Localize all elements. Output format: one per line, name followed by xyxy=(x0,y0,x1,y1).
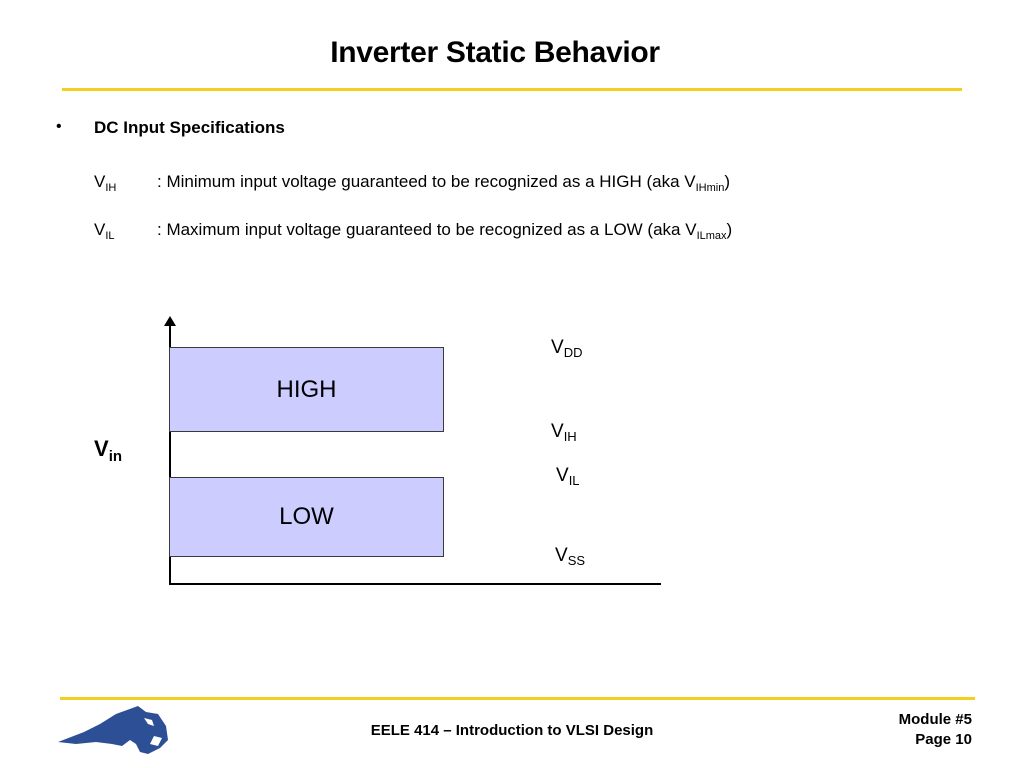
level-label-vss: $V_{SS}$ xyxy=(555,545,586,568)
definition-text-vil: : Maximum input voltage guaranteed to be recognized as a LOW (aka $V_{ILmax}$) xyxy=(157,220,733,242)
high-region xyxy=(169,347,444,432)
slide-title: Inverter Static Behavior xyxy=(330,36,660,69)
footer-divider xyxy=(60,697,975,700)
definition-text-vih: : Minimum input voltage guaranteed to be recognized as a HIGH (aka $V_{IHmin}$) xyxy=(157,172,731,194)
level-label-vil: $V_{IL}$ xyxy=(556,465,580,488)
level-label-vdd: $V_{DD}$ xyxy=(551,337,583,360)
footer-course-title: EELE 414 – Introduction to VLSI Design xyxy=(370,722,654,739)
vin-axis-label: $V_{in}$ xyxy=(94,436,123,465)
level-label-vih: $V_{IH}$ xyxy=(551,421,577,444)
bullet-heading: DC Input Specifications xyxy=(94,118,285,137)
bullet-marker: • xyxy=(56,118,62,135)
definition-symbol-vih: $V_{IH}$ xyxy=(94,172,117,194)
footer-page-number: Page 10 xyxy=(915,731,972,748)
footer-page-info xyxy=(899,710,972,750)
x-axis xyxy=(169,583,661,585)
title-divider xyxy=(62,88,962,91)
low-region xyxy=(169,477,444,557)
footer-module: Module #5 xyxy=(898,711,972,728)
definition-symbol-vil: $V_{IL}$ xyxy=(94,220,115,242)
high-region-label: HIGH xyxy=(276,375,337,403)
low-region-label: LOW xyxy=(279,503,334,530)
